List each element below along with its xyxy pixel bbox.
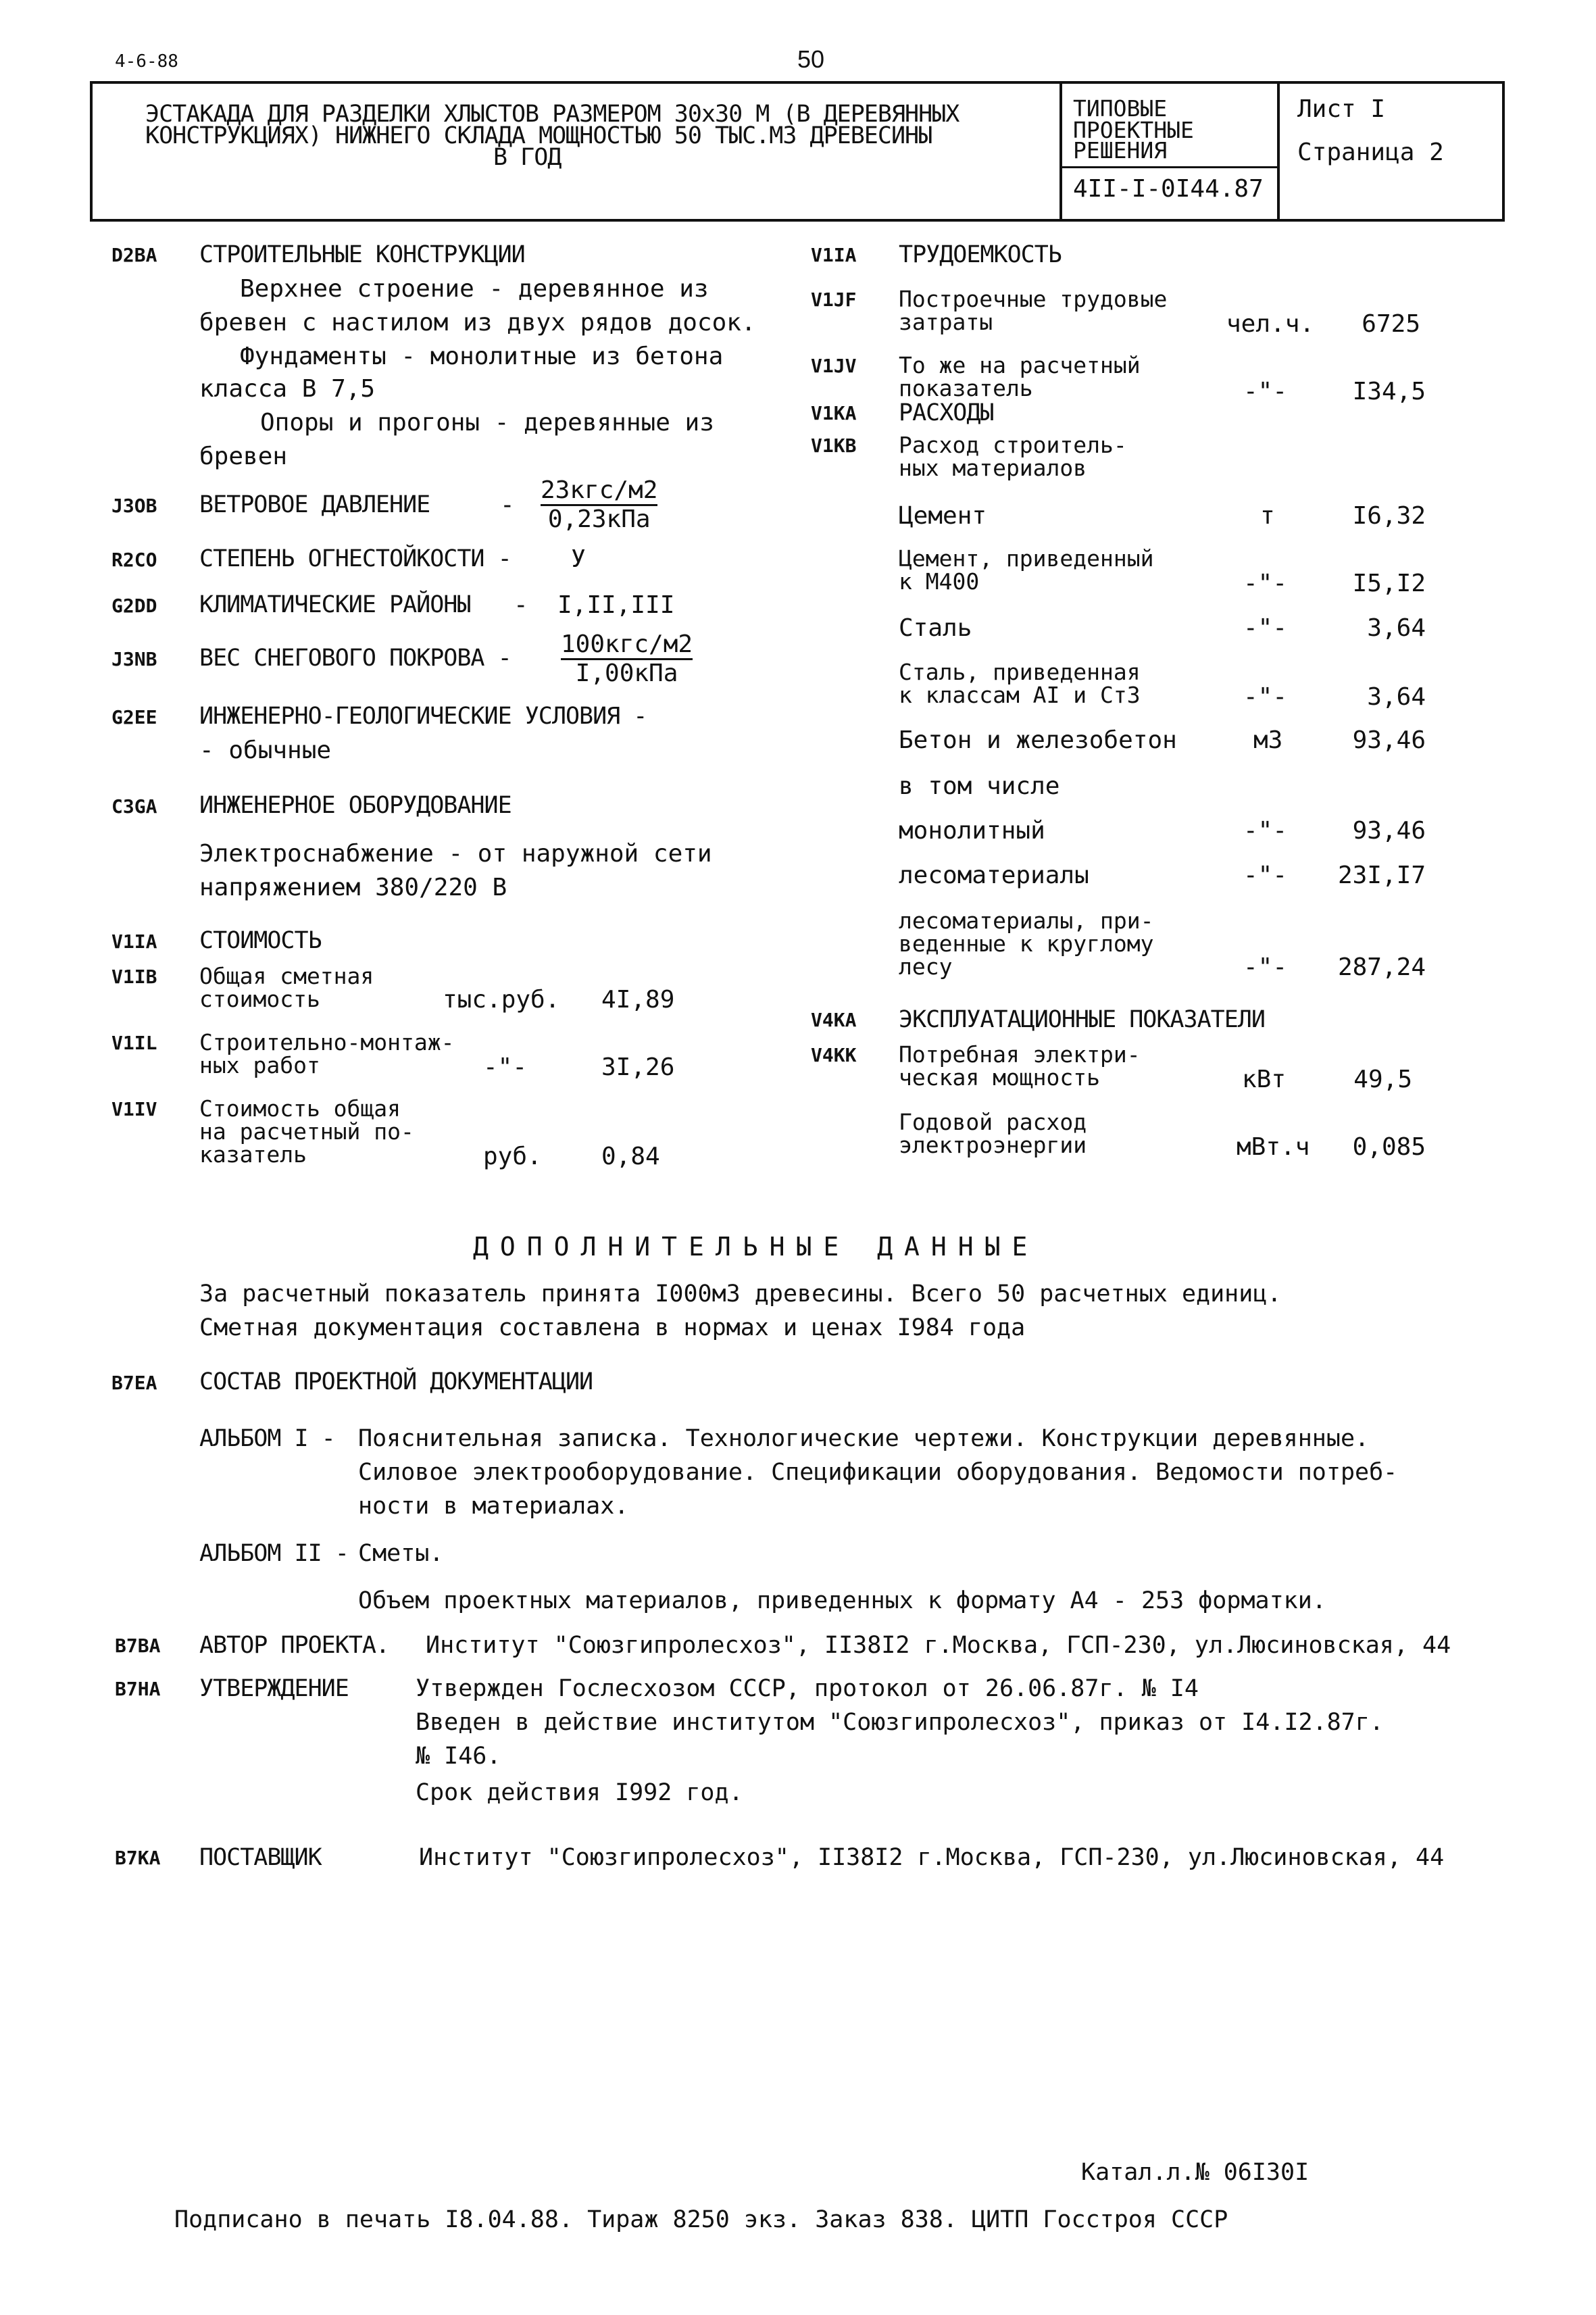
section-code: J3OB xyxy=(111,495,157,517)
text-line: класса В 7,5 xyxy=(199,375,376,403)
unit: кВт xyxy=(1242,1066,1287,1093)
dash: - xyxy=(514,591,528,619)
section-code: V1JV xyxy=(811,355,857,377)
catalog-number: Катал.л.№ 06I30I xyxy=(1081,2159,1310,2186)
value: 49,5 xyxy=(1353,1066,1412,1093)
album-1-label: АЛЬБОМ I - xyxy=(199,1425,335,1452)
section-code: B7EA xyxy=(111,1372,157,1394)
text-line: Верхнее строение - деревянное из xyxy=(240,275,709,303)
climate-value: I,II,III xyxy=(557,591,675,619)
section-code: B7KA xyxy=(115,1847,161,1869)
text-line: Сметы. xyxy=(358,1540,444,1567)
text-line: То же на расчетный xyxy=(899,352,1141,378)
section-code: J3NB xyxy=(111,648,157,670)
series-line-3: РЕШЕНИЯ xyxy=(1073,137,1168,164)
section-code: V1JF xyxy=(811,289,857,311)
geo-label: ИНЖЕНЕРНО-ГЕОЛОГИЧЕСКИЕ УСЛОВИЯ - xyxy=(199,703,647,730)
snow-numerator: 100кгс/м2 xyxy=(561,632,693,660)
text-line: бревен xyxy=(199,443,288,470)
album-2-label: АЛЬБОМ II - xyxy=(199,1540,349,1567)
text-line: на расчетный по- xyxy=(199,1118,414,1145)
unit: -"- xyxy=(1243,570,1288,597)
text-line: ных работ xyxy=(199,1052,320,1078)
section-code: G2EE xyxy=(111,706,157,728)
dash: - xyxy=(500,491,515,519)
unit: м3 xyxy=(1253,726,1283,754)
wind-denominator: 0,23кПа xyxy=(547,505,651,533)
text-line: веденные к круглому xyxy=(899,930,1154,957)
section-code: V4KK xyxy=(811,1044,857,1066)
sheet-label: Лист I xyxy=(1297,95,1386,123)
value: I6,32 xyxy=(1352,502,1426,530)
doc-code: 4-6-88 xyxy=(115,51,178,72)
unit: -"- xyxy=(1243,862,1288,889)
unit: мВт.ч xyxy=(1237,1133,1310,1161)
print-info: Подписано в печать I8.04.88. Тираж 8250 экз. Заказ 838. ЦИТП Госстроя СССР xyxy=(174,2206,1228,2233)
wind-numerator: 23кгс/м2 xyxy=(541,478,657,506)
section-code: B7HA xyxy=(115,1678,161,1700)
text-line: № I46. xyxy=(416,1743,501,1770)
text-line: Сметная документация составлена в нормах и ценах I984 года xyxy=(199,1314,1026,1341)
supplier-label: ПОСТАВЩИК xyxy=(199,1844,322,1871)
unit: тыс.руб. xyxy=(443,986,560,1014)
value: 0,84 xyxy=(601,1143,660,1170)
text-line: Годовой расход xyxy=(899,1109,1087,1135)
text-line: Расход строитель- xyxy=(899,432,1127,458)
text-line: Цемент, приведенный xyxy=(899,545,1154,572)
value: 287,24 xyxy=(1337,953,1426,981)
section-code: D2BA xyxy=(111,244,157,266)
section-title: ТРУДОЕМКОСТЬ xyxy=(899,241,1062,268)
section-title: СТРОИТЕЛЬНЫЕ КОНСТРУКЦИИ xyxy=(199,241,525,268)
text-line: казатель xyxy=(199,1141,307,1168)
section-code: V1IV xyxy=(111,1098,157,1120)
text-line: Электроснабжение - от наружной сети xyxy=(199,840,712,868)
section-code: G2DD xyxy=(111,595,157,617)
approve-label: УТВЕРЖДЕНИЕ xyxy=(199,1675,349,1702)
text-line: За расчетный показатель принята I000м3 древесины. Всего 50 расчетных единиц. xyxy=(199,1280,1282,1308)
section-title: ЭКСПЛУАТАЦИОННЫЕ ПОКАЗАТЕЛИ xyxy=(899,1006,1265,1033)
section-title: СТОИМОСТЬ xyxy=(199,927,322,954)
cement-label: Цемент xyxy=(899,502,987,530)
header-divider-1 xyxy=(1059,81,1062,219)
value: 23I,I7 xyxy=(1337,862,1426,889)
value: 93,46 xyxy=(1352,817,1426,845)
value: I5,I2 xyxy=(1352,570,1426,597)
steel-label: Сталь xyxy=(899,614,972,642)
unit: т xyxy=(1260,502,1275,530)
title-line-2: КОНСТРУКЦИЯХ) НИЖНЕГО СКЛАДА МОЩНОСТЬЮ 50 ТЫС.М3 ДРЕВЕСИНЫ xyxy=(145,122,932,149)
unit: -"- xyxy=(1243,614,1288,642)
text-line: ных материалов xyxy=(899,455,1087,481)
unit: -"- xyxy=(1243,953,1288,981)
unit: -"- xyxy=(483,1053,528,1081)
text-line: Общая сметная xyxy=(199,963,374,989)
text-line: лесоматериалы, при- xyxy=(899,907,1154,934)
page-number: 50 xyxy=(797,45,825,73)
snow-label: ВЕС СНЕГОВОГО ПОКРОВА - xyxy=(199,645,512,672)
text-line: Силовое электрооборудование. Спецификации оборудования. Ведомости потреб- xyxy=(358,1459,1398,1486)
text-line: Строительно-монтаж- xyxy=(199,1029,455,1055)
section-code: V1KB xyxy=(811,434,857,457)
section-code: V1IA xyxy=(111,930,157,953)
title-line-1: ЭСТАКАДА ДЛЯ РАЗДЕЛКИ ХЛЫСТОВ РАЗМЕРОМ 30х30 М (В ДЕРЕВЯННЫХ xyxy=(145,101,959,128)
value: I34,5 xyxy=(1352,378,1426,405)
mono-label: монолитный xyxy=(899,817,1045,845)
text-line: Фундаменты - монолитные из бетона xyxy=(240,343,724,370)
value: 0,085 xyxy=(1352,1133,1426,1161)
text-line: показатель xyxy=(899,375,1033,401)
section-code: V1IA xyxy=(811,244,857,266)
text-line: Институт "Союзгипролесхоз", II38I2 г.Москва, ГСП-230, ул.Люсиновская, 44 xyxy=(419,1844,1445,1871)
section-code: B7BA xyxy=(115,1635,161,1657)
text-line: электроэнергии xyxy=(899,1132,1087,1158)
fire-value: У xyxy=(571,545,586,573)
section-code: V1IB xyxy=(111,966,157,988)
section-title: ИНЖЕНЕРНОЕ ОБОРУДОВАНИЕ xyxy=(199,792,512,819)
text-line: Опоры и прогоны - деревянные из xyxy=(260,409,714,437)
additional-title: ДОПОЛНИТЕЛЬНЫЕ ДАННЫЕ xyxy=(473,1232,1039,1262)
wind-label: ВЕТРОВОЕ ДАВЛЕНИЕ xyxy=(199,491,430,518)
text-line: ческая мощность xyxy=(899,1064,1101,1091)
unit: руб. xyxy=(483,1143,542,1170)
text-line: Институт "Союзгипролесхоз", II38I2 г.Москва, ГСП-230, ул.Люсиновская, 44 xyxy=(426,1632,1451,1659)
title-line-3: В ГОД xyxy=(493,144,562,171)
value: 4I,89 xyxy=(601,986,675,1014)
value: 6725 xyxy=(1362,310,1420,338)
text-line: затраты xyxy=(899,309,993,335)
section-title: СОСТАВ ПРОЕКТНОЙ ДОКУМЕНТАЦИИ xyxy=(199,1368,593,1395)
series-line-1: ТИПОВЫЕ xyxy=(1073,95,1168,122)
text-line: к классам AI и Ст3 xyxy=(899,682,1141,708)
text-line: бревен с настилом из двух рядов досок. xyxy=(199,309,756,337)
section-code: V4KA xyxy=(811,1009,857,1031)
series-line-2: ПРОЕКТНЫЕ xyxy=(1073,117,1194,143)
climate-label: КЛИМАТИЧЕСКИЕ РАЙОНЫ xyxy=(199,591,471,618)
unit: -"- xyxy=(1243,817,1288,845)
text-line: Объем проектных материалов, приведенных к формату А4 - 253 форматки. xyxy=(358,1587,1326,1614)
header-series-divider xyxy=(1061,166,1278,168)
text-line: Утвержден Гослесхозом СССР, протокол от 26.06.87г. № I4 xyxy=(416,1675,1199,1702)
unit: чел.ч. xyxy=(1226,310,1315,338)
text-line: Пояснительная записка. Технологические чертежи. Конструкции деревянные. xyxy=(358,1425,1370,1452)
value: 93,46 xyxy=(1352,726,1426,754)
value: 3,64 xyxy=(1367,683,1426,711)
text-line: Стоимость общая xyxy=(199,1095,401,1122)
wind-fraction xyxy=(541,478,657,532)
text-line: лесу xyxy=(899,953,953,980)
section-code: V1IL xyxy=(111,1032,157,1054)
section-code: C3GA xyxy=(111,795,157,818)
value: 3,64 xyxy=(1367,614,1426,642)
text-line: напряжением 380/220 В xyxy=(199,874,507,901)
snow-denominator: I,00кПа xyxy=(575,659,678,687)
section-title: РАСХОДЫ xyxy=(899,399,994,426)
section-code: R2CO xyxy=(111,549,157,571)
text-line: ности в материалах. xyxy=(358,1493,629,1520)
timber-label: лесоматериалы xyxy=(899,862,1089,889)
fire-label: СТЕПЕНЬ ОГНЕСТОЙКОСТИ - xyxy=(199,545,512,572)
text-line: Построечные трудовые xyxy=(899,286,1168,312)
header-divider-2 xyxy=(1277,81,1280,219)
section-code: V1KA xyxy=(811,402,857,424)
unit: -"- xyxy=(1243,378,1288,405)
series-code: 4II-I-0I44.87 xyxy=(1073,175,1264,203)
snow-fraction xyxy=(561,632,693,686)
author-label: АВТОР ПРОЕКТА. xyxy=(199,1632,390,1659)
unit: -"- xyxy=(1243,683,1288,711)
text-line: Потребная электри- xyxy=(899,1041,1141,1068)
value: 3I,26 xyxy=(601,1053,675,1081)
text-line: Срок действия I992 год. xyxy=(416,1779,743,1806)
text-line: в том числе xyxy=(899,772,1060,800)
text-line: к М400 xyxy=(899,568,980,595)
concrete-label: Бетон и железобетон xyxy=(899,726,1177,754)
page-label: Страница 2 xyxy=(1297,139,1444,166)
text-line: стоимость xyxy=(199,986,320,1012)
text-line: Сталь, приведенная xyxy=(899,659,1141,685)
geo-value: - обычные xyxy=(199,737,332,764)
text-line: Введен в действие институтом "Союзгипролесхоз", приказ от I4.I2.87г. xyxy=(416,1709,1384,1736)
